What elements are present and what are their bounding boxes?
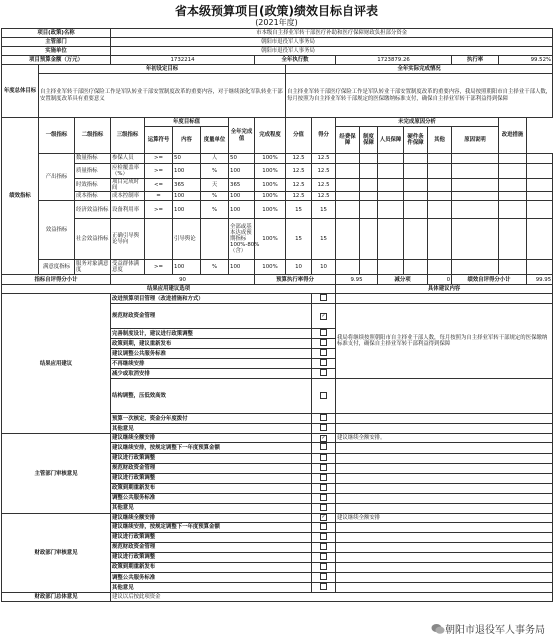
reason-cell bbox=[336, 219, 360, 260]
score: 10 bbox=[286, 260, 312, 275]
reason-cell bbox=[428, 164, 452, 179]
wechat-icon bbox=[431, 623, 445, 635]
checkbox-mark[interactable] bbox=[320, 474, 327, 481]
operator: >= bbox=[145, 164, 173, 179]
head-score: 分值 bbox=[286, 118, 312, 154]
app-option: 不再继续安排 bbox=[111, 359, 312, 369]
reason-cell bbox=[452, 164, 499, 179]
score: 12.5 bbox=[286, 192, 312, 201]
score: 12.5 bbox=[286, 164, 312, 179]
app-checkbox[interactable] bbox=[312, 329, 336, 339]
dept-checkbox[interactable] bbox=[312, 483, 336, 493]
app-side-label: 结果应用建议 bbox=[2, 294, 111, 434]
dept-option: 建议继续全额安排 bbox=[111, 434, 312, 443]
fin-option: 建议进行政策调整 bbox=[111, 552, 312, 562]
dept-empty bbox=[336, 493, 553, 503]
reason-cell bbox=[404, 201, 428, 219]
dept-empty bbox=[336, 473, 553, 483]
app-empty bbox=[336, 294, 553, 304]
checkbox-mark[interactable] bbox=[320, 443, 327, 450]
reason-col-2: 人员保障 bbox=[378, 127, 404, 154]
completion: 100% bbox=[255, 201, 286, 219]
completion: 100% bbox=[255, 219, 286, 260]
reason-cell bbox=[452, 201, 499, 219]
completion: 100% bbox=[255, 164, 286, 179]
measure-cell bbox=[527, 201, 553, 219]
reason-cell bbox=[378, 219, 404, 260]
rate-label: 执行率 bbox=[452, 56, 499, 65]
l1-indicator: 效益指标 bbox=[39, 201, 75, 260]
unit: 人 bbox=[201, 154, 229, 164]
watermark bbox=[429, 620, 547, 637]
fin-checkbox[interactable] bbox=[312, 552, 336, 562]
reason-cell bbox=[378, 192, 404, 201]
head-unit: 度量单位 bbox=[201, 127, 229, 154]
unit: % bbox=[201, 201, 229, 219]
done-value: 100 bbox=[229, 164, 255, 179]
dept-option: 建议进行政策调整 bbox=[111, 473, 312, 483]
checkbox-mark[interactable] bbox=[320, 494, 327, 501]
unit: % bbox=[201, 192, 229, 201]
app-empty bbox=[336, 414, 553, 424]
l3-indicator: 应检覆盖率（%） bbox=[111, 164, 145, 179]
measure-cell bbox=[527, 179, 553, 192]
reason-cell bbox=[378, 260, 404, 275]
reason-cell bbox=[404, 219, 428, 260]
dept-text: 建议继续全额安排。 bbox=[336, 434, 553, 443]
app-checkbox[interactable] bbox=[312, 379, 336, 414]
checkbox-mark[interactable] bbox=[320, 339, 327, 346]
score: 12.5 bbox=[286, 154, 312, 164]
reason-cell bbox=[360, 219, 378, 260]
reason-cell bbox=[499, 201, 527, 219]
fin-text: 建议继续全额安排 bbox=[336, 513, 553, 522]
checkbox-mark[interactable] bbox=[320, 504, 327, 511]
reason-cell bbox=[428, 260, 452, 275]
checkbox-mark[interactable] bbox=[320, 533, 327, 540]
score-subtotal: 90 bbox=[111, 275, 255, 285]
checkbox-mark[interactable] bbox=[320, 523, 327, 530]
app-text: 我局将继续按照朝阳市自主择业干部人数，每月按照为自主择业军转干部规定的医保缴纳标准支付，确保自主择业军转干部利益得到保障 bbox=[336, 304, 553, 379]
dept-empty bbox=[336, 453, 553, 463]
reason-cell bbox=[404, 260, 428, 275]
got-score: 12.5 bbox=[312, 179, 336, 192]
got-score: 15 bbox=[312, 219, 336, 260]
app-option: 改进预算项目管理（改进措施和方式） bbox=[111, 294, 312, 304]
exec-score: 9.95 bbox=[336, 275, 378, 285]
reason-col-0: 经费保障 bbox=[336, 127, 360, 154]
fin-empty bbox=[336, 522, 553, 532]
fin-checkbox[interactable] bbox=[312, 573, 336, 583]
app-option: 预算一次核定、资金分年度拨付 bbox=[111, 414, 312, 424]
evaluation-table bbox=[1, 28, 553, 602]
app-checkbox[interactable] bbox=[312, 369, 336, 379]
target-content: 50 bbox=[173, 154, 201, 164]
rate-value: 99.52% bbox=[499, 56, 553, 65]
deduct-label: 减分项 bbox=[378, 275, 428, 285]
app-checkbox[interactable] bbox=[312, 424, 336, 434]
got-score: 10 bbox=[312, 260, 336, 275]
l2-indicator: 服务对象满意度 bbox=[75, 260, 111, 275]
fin-option: 其他意见 bbox=[111, 583, 312, 593]
reason-cell bbox=[499, 179, 527, 192]
fin-option: 调整公共服务标准 bbox=[111, 573, 312, 583]
fin-option: 建议继续安排，按规定调整下一年度预算金额 bbox=[111, 522, 312, 532]
dept-side-label: 主管部门审核意见 bbox=[2, 434, 111, 513]
reason-cell bbox=[499, 260, 527, 275]
operator: >= bbox=[145, 154, 173, 164]
l2-indicator: 数量指标 bbox=[75, 154, 111, 164]
score: 15 bbox=[286, 219, 312, 260]
measure-cell bbox=[527, 164, 553, 179]
reason-cell bbox=[428, 201, 452, 219]
operator: >= bbox=[145, 201, 173, 219]
checkbox-mark[interactable] bbox=[320, 573, 327, 580]
goal-actual-text: 自主择业军转干部医疗保险工作是军队转业干部安置制度改革的重要内容，我局按照朝阳市自主择业干部人数，每月按照为自主择业军转干部规定的医保缴纳标准支付，确保自主择业军转干部利益得到保障 bbox=[286, 74, 553, 118]
final-opinion-text: 建议以后按此项资金 bbox=[111, 593, 553, 602]
unit: 天 bbox=[201, 179, 229, 192]
dept-checkbox[interactable] bbox=[312, 463, 336, 473]
dept-empty bbox=[336, 463, 553, 473]
reason-cell bbox=[452, 219, 499, 260]
unit bbox=[201, 219, 229, 260]
dept-checkbox[interactable] bbox=[312, 503, 336, 513]
reason-col-4: 其他 bbox=[428, 127, 452, 154]
fin-empty bbox=[336, 542, 553, 552]
checkbox-mark[interactable]: ✓ bbox=[321, 514, 326, 521]
fin-option: 规范财政资金管理 bbox=[111, 542, 312, 552]
l2-indicator: 时效指标 bbox=[75, 179, 111, 192]
reason-cell bbox=[378, 154, 404, 164]
app-option: 结构调整，压低效高效 bbox=[111, 379, 312, 414]
l3-indicator: 项目完成时间 bbox=[111, 179, 145, 192]
score: 12.5 bbox=[286, 179, 312, 192]
reason-cell bbox=[404, 179, 428, 192]
app-checkbox[interactable] bbox=[312, 294, 336, 304]
project-name-value: 市本级自主择业军转干部医疗补助和医疗保障财政负担部分资金 bbox=[111, 29, 553, 38]
operator bbox=[145, 219, 173, 260]
score-subtotal-label: 指标自评得分小计 bbox=[2, 275, 111, 285]
fin-checkbox[interactable] bbox=[312, 513, 336, 522]
head-yearly: 年度目标值 bbox=[145, 118, 229, 127]
impl-label: 实施单位 bbox=[2, 47, 111, 56]
got-score: 12.5 bbox=[312, 154, 336, 164]
operator: <= bbox=[145, 179, 173, 192]
fin-empty bbox=[336, 552, 553, 562]
done-value: 365 bbox=[229, 179, 255, 192]
reason-cell bbox=[360, 192, 378, 201]
reason-cell bbox=[404, 164, 428, 179]
dept-option: 调整公共服务标准 bbox=[111, 493, 312, 503]
dept-checkbox[interactable] bbox=[312, 473, 336, 483]
unit: % bbox=[201, 164, 229, 179]
checkbox-mark[interactable] bbox=[320, 553, 327, 560]
exec-score-label: 预算执行率得分 bbox=[255, 275, 336, 285]
target-content: 365 bbox=[173, 179, 201, 192]
checkbox-mark[interactable] bbox=[320, 329, 327, 336]
goal-target-head: 年初设定目标 bbox=[39, 65, 286, 74]
dept-option: 建议继续安排，按规定调整下一年度预算金额 bbox=[111, 443, 312, 453]
reason-cell bbox=[499, 154, 527, 164]
reason-col-1: 制度保障 bbox=[360, 127, 378, 154]
done-value: 50 bbox=[229, 154, 255, 164]
reason-cell bbox=[452, 192, 499, 201]
head-l1: 一级指标 bbox=[39, 118, 75, 154]
reason-cell bbox=[499, 192, 527, 201]
reason-cell bbox=[336, 192, 360, 201]
head-done: 全年完成值 bbox=[229, 118, 255, 154]
target-content: 100 bbox=[173, 260, 201, 275]
checkbox-mark[interactable] bbox=[320, 359, 327, 366]
reason-cell bbox=[336, 154, 360, 164]
operator: = bbox=[145, 192, 173, 201]
reason-cell bbox=[360, 260, 378, 275]
l2-indicator: 经济效益指标 bbox=[75, 201, 111, 219]
exec-value: 1723879.26 bbox=[336, 56, 452, 65]
checkbox-mark[interactable] bbox=[320, 349, 327, 356]
checkbox-mark[interactable]: ✓ bbox=[321, 312, 326, 319]
app-checkbox[interactable] bbox=[312, 349, 336, 359]
l3-indicator: 参保人员 bbox=[111, 154, 145, 164]
checkbox-mark[interactable] bbox=[320, 484, 327, 491]
dept-option: 政策到期重新发布 bbox=[111, 483, 312, 493]
fin-checkbox[interactable] bbox=[312, 562, 336, 572]
target-content: 引导舆论 bbox=[173, 219, 201, 260]
fin-checkbox[interactable] bbox=[312, 532, 336, 542]
fin-empty bbox=[336, 573, 553, 583]
app-option: 完善制度设计，建议进行政策调整 bbox=[111, 329, 312, 339]
done-value: 100 bbox=[229, 260, 255, 275]
app-checkbox[interactable] bbox=[312, 414, 336, 424]
year-label: (2021年度) bbox=[255, 18, 298, 27]
head-content: 内容 bbox=[173, 127, 201, 154]
done-value: 全部或基本达成预期指标100%-80%（含） bbox=[229, 219, 255, 260]
fin-empty bbox=[336, 583, 553, 593]
reason-cell bbox=[336, 164, 360, 179]
app-options-head: 结果应用建议选项 bbox=[2, 285, 336, 294]
checkbox-mark[interactable] bbox=[320, 563, 327, 570]
target-content: 100 bbox=[173, 164, 201, 179]
head-got: 得分 bbox=[312, 118, 336, 154]
page-title: 省本级预算项目(政策)绩效目标自评表 bbox=[175, 4, 378, 18]
head-reason: 未完成原因分析 bbox=[336, 118, 499, 127]
app-option: 政策到期，建议重新发布 bbox=[111, 339, 312, 349]
l2-indicator: 社会效益指标 bbox=[75, 219, 111, 260]
operator: >= bbox=[145, 260, 173, 275]
reason-cell bbox=[499, 164, 527, 179]
checkbox-mark[interactable] bbox=[320, 369, 327, 376]
checkbox-mark[interactable] bbox=[320, 543, 327, 550]
checkbox-mark[interactable] bbox=[320, 392, 327, 399]
app-empty bbox=[336, 379, 553, 414]
reason-cell bbox=[452, 154, 499, 164]
checkbox-mark[interactable]: ✓ bbox=[321, 434, 326, 441]
reason-cell bbox=[360, 179, 378, 192]
budget-label: 项目预算金额（万元） bbox=[2, 56, 111, 65]
fin-option: 政策到期重新发布 bbox=[111, 562, 312, 572]
fin-checkbox[interactable] bbox=[312, 542, 336, 552]
completion: 100% bbox=[255, 260, 286, 275]
reason-cell bbox=[378, 179, 404, 192]
checkbox-mark[interactable] bbox=[320, 464, 327, 471]
l1-indicator: 满意度指标 bbox=[39, 260, 75, 275]
dept-empty bbox=[336, 503, 553, 513]
completion: 100% bbox=[255, 154, 286, 164]
reason-cell bbox=[336, 260, 360, 275]
project-name-label: 项目(政策)名称 bbox=[2, 29, 111, 38]
perf-side-label: 绩效指标 bbox=[2, 118, 39, 275]
app-option: 其他意见 bbox=[111, 424, 312, 434]
goal-actual-head: 全年实际完成情况 bbox=[286, 65, 553, 74]
reason-cell bbox=[428, 179, 452, 192]
checkbox-mark[interactable] bbox=[320, 414, 327, 421]
dept-checkbox[interactable] bbox=[312, 443, 336, 453]
app-option: 减少或取消安排 bbox=[111, 369, 312, 379]
budget-amount: 1732214 bbox=[111, 56, 255, 65]
dept-empty bbox=[336, 443, 553, 453]
reason-cell bbox=[404, 192, 428, 201]
fin-empty bbox=[336, 532, 553, 542]
head-op: 运算符号 bbox=[145, 127, 173, 154]
reason-cell bbox=[378, 201, 404, 219]
l3-indicator: 受益群体满意度 bbox=[111, 260, 145, 275]
dept-checkbox[interactable] bbox=[312, 493, 336, 503]
done-value: 100 bbox=[229, 192, 255, 201]
dept-option: 其他意见 bbox=[111, 503, 312, 513]
reason-cell bbox=[336, 201, 360, 219]
app-option: 规范财政资金管理 bbox=[111, 304, 312, 329]
completion: 100% bbox=[255, 179, 286, 192]
dept-value: 朝阳市退役军人事务局 bbox=[111, 38, 553, 47]
reason-cell bbox=[428, 192, 452, 201]
dept-empty bbox=[336, 483, 553, 493]
total-label: 绩效自评得分小计 bbox=[452, 275, 527, 285]
l3-indicator: 正确引导舆论导向 bbox=[111, 219, 145, 260]
checkbox-mark[interactable] bbox=[320, 583, 327, 590]
reason-cell bbox=[428, 219, 452, 260]
app-checkbox[interactable] bbox=[312, 359, 336, 369]
l3-indicator: 成本控制率 bbox=[111, 192, 145, 201]
reason-cell bbox=[452, 179, 499, 192]
fin-empty bbox=[336, 562, 553, 572]
reason-cell bbox=[404, 154, 428, 164]
fin-checkbox[interactable] bbox=[312, 522, 336, 532]
checkbox-mark[interactable] bbox=[320, 454, 327, 461]
head-l2: 二级指标 bbox=[75, 118, 111, 154]
target-content: 100 bbox=[173, 192, 201, 201]
l1-indicator: 产出指标 bbox=[39, 154, 75, 201]
fin-option: 建议进行政策调整 bbox=[111, 532, 312, 542]
measure-cell bbox=[527, 154, 553, 164]
score: 15 bbox=[286, 201, 312, 219]
watermark-text: 朝阳市退役军人事务局 bbox=[445, 625, 545, 636]
head-pct: 完成程度 bbox=[255, 118, 286, 154]
unit: % bbox=[201, 260, 229, 275]
measure-cell bbox=[527, 192, 553, 201]
reason-cell bbox=[452, 260, 499, 275]
exec-label: 全年执行数 bbox=[255, 56, 336, 65]
dept-option: 规范财政资金管理 bbox=[111, 463, 312, 473]
dept-option: 建议进行政策调整 bbox=[111, 453, 312, 463]
fin-side-label: 财政部门审核意见 bbox=[2, 513, 111, 592]
impl-value: 朝阳市退役军人事务局 bbox=[111, 47, 553, 56]
got-score: 12.5 bbox=[312, 164, 336, 179]
reason-col-5: 原因说明 bbox=[452, 127, 499, 154]
fin-checkbox[interactable] bbox=[312, 583, 336, 593]
checkbox-mark[interactable] bbox=[320, 294, 327, 301]
app-checkbox[interactable] bbox=[312, 304, 336, 329]
done-value: 100 bbox=[229, 201, 255, 219]
got-score: 15 bbox=[312, 201, 336, 219]
app-empty bbox=[336, 424, 553, 434]
measure-cell bbox=[527, 219, 553, 260]
checkbox-mark[interactable] bbox=[320, 424, 327, 431]
goal-row-label: 年度总体目标 bbox=[2, 65, 39, 118]
dept-label: 主管部门 bbox=[2, 38, 111, 47]
reason-cell bbox=[499, 219, 527, 260]
reason-cell bbox=[378, 164, 404, 179]
reason-cell bbox=[360, 164, 378, 179]
app-checkbox[interactable] bbox=[312, 339, 336, 349]
target-content: 100 bbox=[173, 201, 201, 219]
goal-target-text: 自主择业军转干部医疗保险工作是军队转业干部安置制度改革的重要内容，对于继续深化军队转业干部安置制度改革具有重要意义 bbox=[39, 74, 286, 118]
reason-cell bbox=[428, 154, 452, 164]
dept-checkbox[interactable] bbox=[312, 453, 336, 463]
head-measure: 改进措施 bbox=[499, 118, 527, 154]
got-score: 12.5 bbox=[312, 192, 336, 201]
completion: 100% bbox=[255, 192, 286, 201]
head-l3: 三级指标 bbox=[111, 118, 145, 154]
reason-cell bbox=[360, 201, 378, 219]
app-option: 建议调整公共服务标准 bbox=[111, 349, 312, 359]
l2-indicator: 质量指标 bbox=[75, 164, 111, 179]
l2-indicator: 成本指标 bbox=[75, 192, 111, 201]
measure-cell bbox=[527, 260, 553, 275]
final-opinion-label: 财政部门总体意见 bbox=[2, 593, 111, 602]
reason-col-3: 硬件条件保障 bbox=[404, 127, 428, 154]
deduct-value: 0 bbox=[428, 275, 452, 285]
total-value: 99.95 bbox=[527, 275, 553, 285]
reason-cell bbox=[360, 154, 378, 164]
reason-cell bbox=[336, 179, 360, 192]
l3-indicator: 设备利用率 bbox=[111, 201, 145, 219]
app-content-head: 具体建议内容 bbox=[336, 285, 553, 294]
dept-checkbox[interactable] bbox=[312, 434, 336, 443]
fin-option: 建议继续全额安排 bbox=[111, 513, 312, 522]
